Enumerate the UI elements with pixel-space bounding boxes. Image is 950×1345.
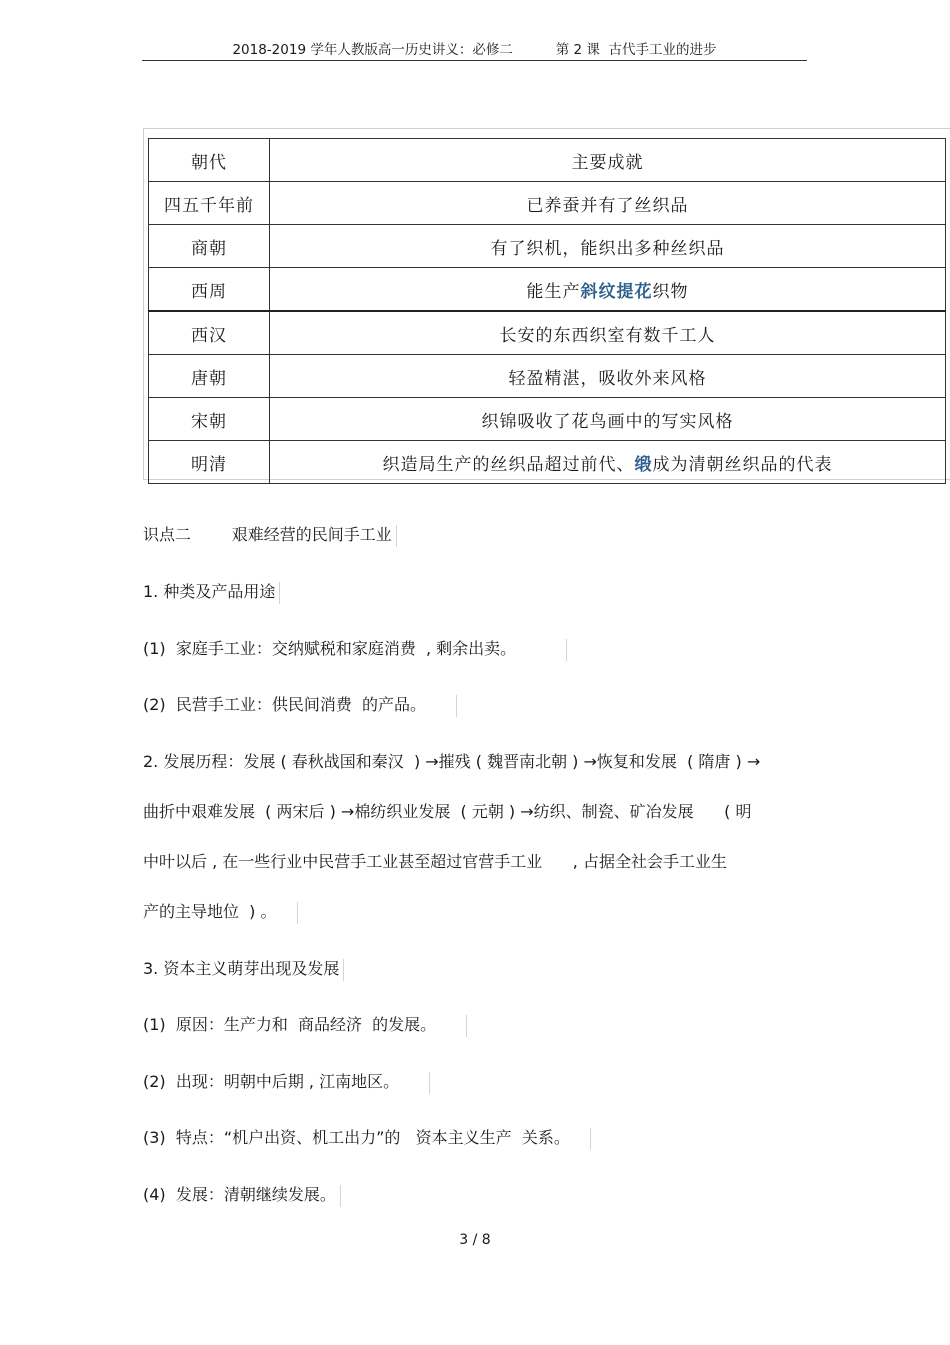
header-achievement: 主要成就: [270, 139, 946, 182]
paragraph-household: (1) 家庭手工业：交纳赋税和家庭消费 , 剩余出卖。: [143, 638, 567, 661]
dynasty-table: [148, 138, 946, 484]
cell-achievement: 织锦吸收了花鸟画中的写实风格: [270, 398, 946, 441]
achievement-post: 织物: [652, 281, 689, 302]
cell-dynasty: 唐朝: [149, 355, 270, 398]
table-header-row: [149, 139, 946, 182]
cell-achievement: [270, 268, 946, 312]
achievement-pre: 能生产: [526, 281, 581, 302]
cell-achievement: 已养蚕并有了丝织品: [270, 182, 946, 225]
paragraph-feature: (3) 特点：“机户出资、机工出力”的 资本主义生产 关系。: [143, 1127, 591, 1150]
paragraph-private: (2) 民营手工业：供民间消费 的产品。: [143, 694, 457, 717]
achievement-pre: 织造局生产的丝织品超过前代、: [382, 454, 635, 475]
cell-dynasty: 商朝: [149, 225, 270, 268]
page-header: [142, 38, 807, 61]
cell-achievement: [270, 441, 946, 484]
header-dynasty: 朝代: [149, 139, 270, 182]
paragraph-emergence: (2) 出现：明朝中后期 , 江南地区。: [143, 1071, 430, 1094]
table-row: [149, 268, 946, 312]
table-row: [149, 355, 946, 398]
highlight-term: 斜纹提花: [580, 281, 653, 302]
heading-capitalism: 3. 资本主义萌芽出现及发展: [143, 958, 344, 981]
cell-dynasty: 西汉: [149, 311, 270, 355]
paragraph-history-4: 产的主导地位 ) 。: [143, 901, 298, 924]
cell-dynasty: 宋朝: [149, 398, 270, 441]
cell-dynasty: 明清: [149, 441, 270, 484]
paragraph-development: (4) 发展：清朝继续发展。: [143, 1184, 341, 1207]
header-right: 第 2 课 古代手工业的进步: [555, 42, 717, 58]
cell-dynasty: 西周: [149, 268, 270, 312]
cell-achievement: 有了织机，能织出多种丝织品: [270, 225, 946, 268]
paragraph-history-2: 曲折中艰难发展 ( 两宋后 ) →棉纺织业发展 ( 元朝 ) →纺织、制瓷、矿冶发展 ( 明: [143, 802, 752, 821]
highlight-term: 缎: [634, 454, 653, 475]
page-number: 3 / 8: [459, 1232, 491, 1248]
achievement-post: 成为清朝丝织品的代表: [652, 454, 833, 475]
paragraph-history-1: 2. 发展历程：发展 ( 春秋战国和秦汉 ) →摧残 ( 魏晋南北朝 ) →恢复和发展 ( 隋唐 ) →: [143, 752, 761, 771]
section-title: 识点二 艰难经营的民间手工业: [143, 524, 397, 547]
table-row: [149, 441, 946, 484]
paragraph-history-3: 中叶以后 , 在一些行业中民营手工业甚至超过官营手工业 , 占据全社会手工业生: [143, 852, 727, 871]
table-row: [149, 182, 946, 225]
heading-types: 1. 种类及产品用途: [143, 581, 280, 604]
paragraph-cause: (1) 原因：生产力和 商品经济 的发展。: [143, 1014, 467, 1037]
table-row: [149, 398, 946, 441]
table-row: [149, 311, 946, 355]
cell-dynasty: 四五千年前: [149, 182, 270, 225]
dynasty-table-image: [143, 128, 950, 480]
header-left: 2018-2019 学年人教版高一历史讲义：必修二: [232, 42, 513, 58]
table-row: [149, 225, 946, 268]
cell-achievement: 轻盈精湛，吸收外来风格: [270, 355, 946, 398]
cell-achievement: 长安的东西织室有数千工人: [270, 311, 946, 355]
